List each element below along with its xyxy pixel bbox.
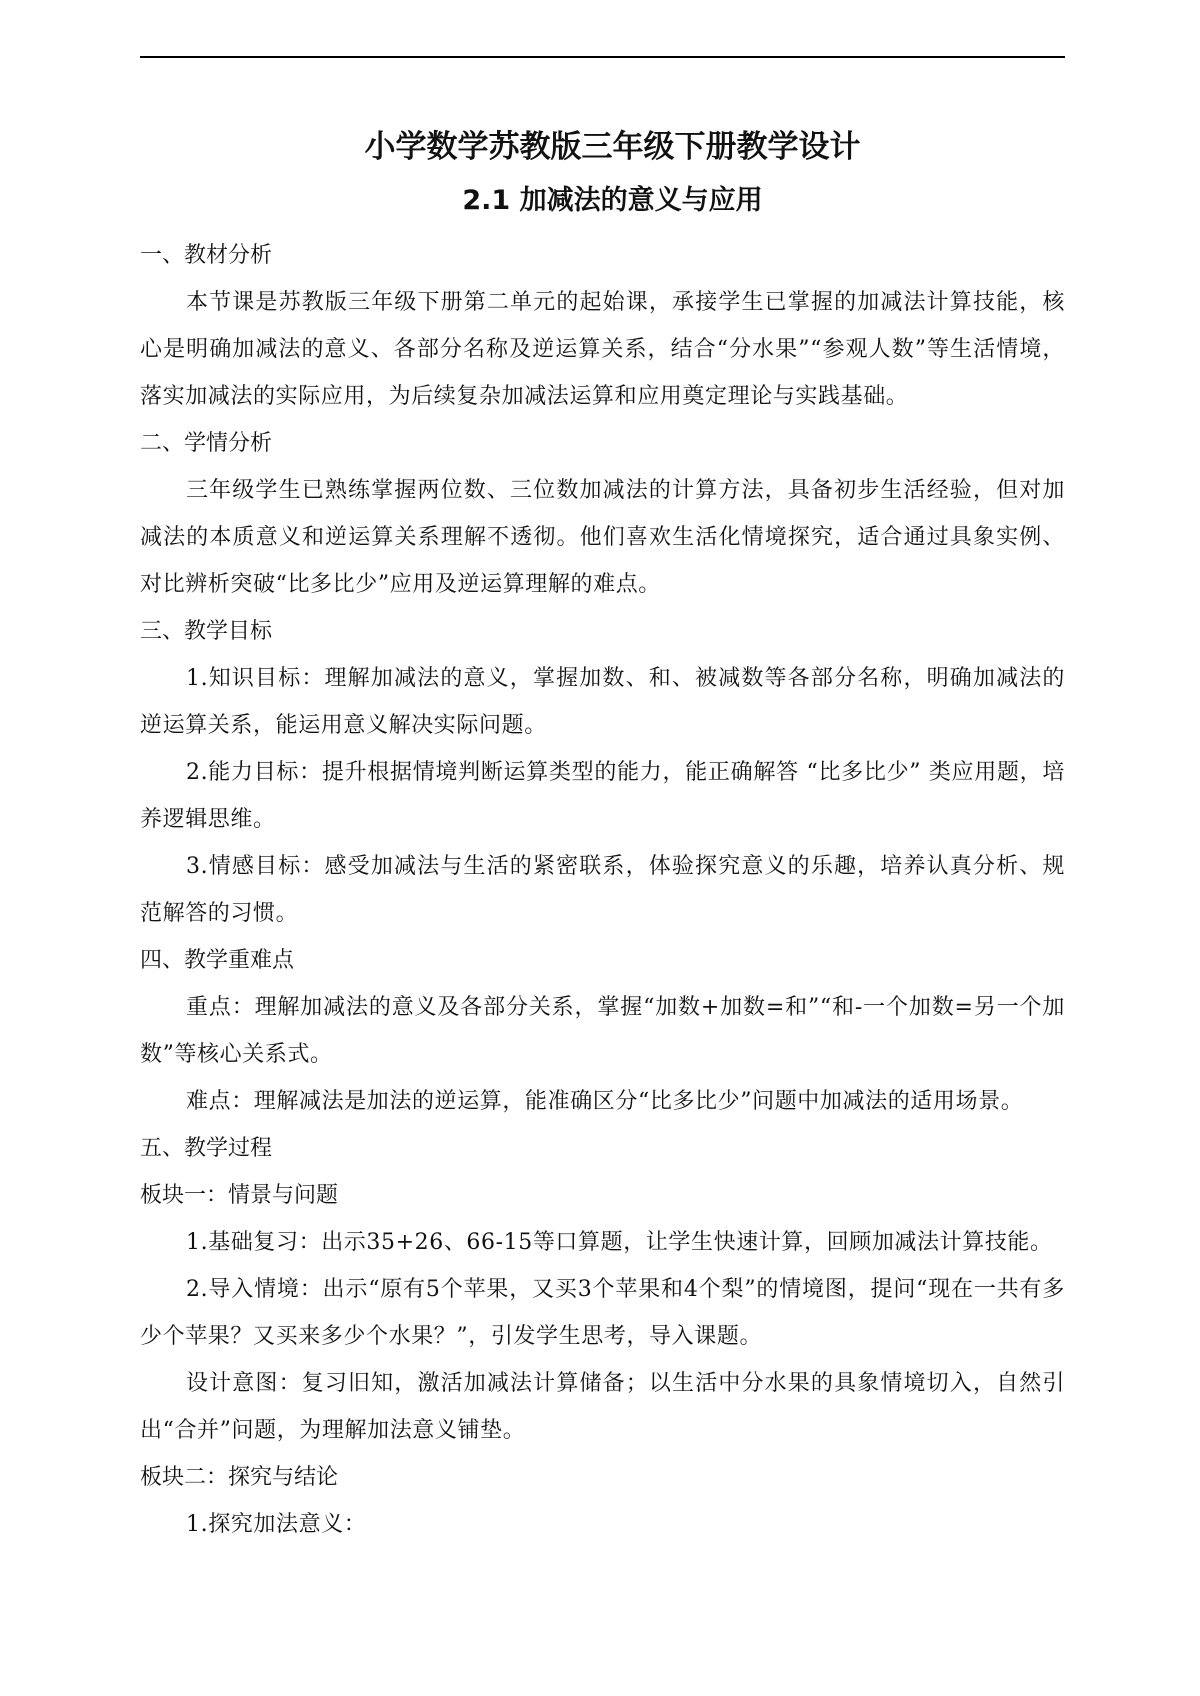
document-subtitle: 2.1 加减法的意义与应用 <box>462 185 763 216</box>
paragraph-explore-addition: 1.探究加法意义： <box>186 1512 367 1537</box>
section-heading-teaching-goals: 三、教学目标 <box>140 619 273 644</box>
document-title: 小学数学苏教版三年级下册教学设计 <box>364 129 861 165</box>
paragraph-student-analysis: 三年级学生已熟练掌握两位数、三位数加减法的计算方法，具备初步生活经验，但对加减法的本质意义和逆运算关系理解不透彻。他们喜欢生活化情境探究，适合通过具象实例、对比辨析突破“比多比少”应用及逆运算理解的难点。 <box>140 478 1065 597</box>
section-heading-student-analysis: 二、学情分析 <box>140 431 273 456</box>
block-heading-situation: 板块一：情景与问题 <box>140 1183 339 1208</box>
section-heading-key-difficult-points: 四、教学重难点 <box>140 948 295 973</box>
paragraph-introduce-situation: 2.导入情境：出示“原有5个苹果，又买3个苹果和4个梨”的情境图，提问“现在一共有多少个苹果？又买来多少个水果？”，引发学生思考，导入课题。 <box>140 1277 1065 1349</box>
section-heading-teaching-process: 五、教学过程 <box>140 1136 273 1161</box>
paragraph-emotion-goal: 3.情感目标：感受加减法与生活的紧密联系，体验探究意义的乐趣，培养认真分析、规范解答的习惯。 <box>140 854 1065 926</box>
paragraph-textbook-analysis: 本节课是苏教版三年级下册第二单元的起始课，承接学生已掌握的加减法计算技能，核心是明确加减法的意义、各部分名称及逆运算关系，结合“分水果”“参观人数”等生活情境，落实加减法的实际应用，为后续复杂加减法运算和应用奠定理论与实践基础。 <box>140 290 1065 409</box>
document-body <box>140 118 1065 1548</box>
paragraph-key-point: 重点：理解加减法的意义及各部分关系，掌握“加数+加数=和”“和-一个加数=另一个加数”等核心关系式。 <box>140 995 1065 1067</box>
paragraph-knowledge-goal: 1.知识目标：理解加减法的意义，掌握加数、和、被减数等各部分名称，明确加减法的逆运算关系，能运用意义解决实际问题。 <box>140 666 1065 738</box>
section-heading-textbook-analysis: 一、教材分析 <box>140 243 273 268</box>
paragraph-difficult-point: 难点：理解减法是加法的逆运算，能准确区分“比多比少”问题中加减法的适用场景。 <box>186 1089 1024 1114</box>
header-rule <box>140 56 1065 58</box>
paragraph-ability-goal: 2.能力目标：提升根据情境判断运算类型的能力，能正确解答 “比多比少” 类应用题，培养逻辑思维。 <box>140 760 1065 832</box>
paragraph-basic-review: 1.基础复习：出示35+26、66-15等口算题，让学生快速计算，回顾加减法计算技能。 <box>186 1230 1053 1255</box>
paragraph-design-intent: 设计意图：复习旧知，激活加减法计算储备；以生活中分水果的具象情境切入，自然引出“合并”问题，为理解加法意义铺垫。 <box>140 1371 1065 1443</box>
block-heading-explore: 板块二：探究与结论 <box>140 1465 339 1490</box>
